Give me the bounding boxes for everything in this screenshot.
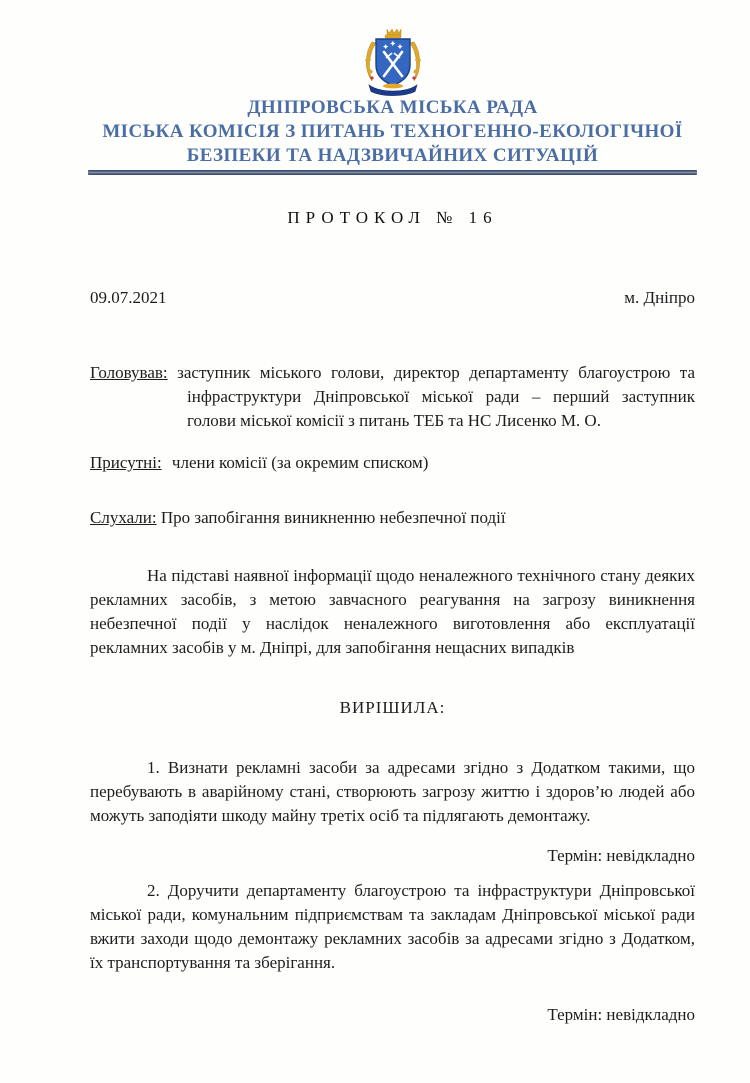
resolution-item-2: 2. Доручити департаменту благоустрою та інфраструктури Дніпровської міської ради, комунальним підприємствам та закладам Дніпровської міської ради вжити заходи щодо демонтажу рекламних засобів за адресами згідно з Додатком, їх транспортування та зберігання. [90, 881, 695, 972]
commission-name-line1: МІСЬКА КОМІСІЯ З ПИТАНЬ ТЕХНОГЕННО-ЕКОЛОГІЧНОЇ [102, 121, 683, 142]
preamble-paragraph: На підставі наявної інформації щодо неналежного технічного стану деяких рекламних засобів, з метою завчасного реагування на загрозу виникнення небезпечної події у наслідок неналежного виготовлення або експлуатації рекламних засобів у м. Дніпрі, для запобігання нещасних випадків [90, 566, 695, 657]
document-city: м. Дніпро [624, 288, 695, 307]
date-city-row [90, 286, 695, 310]
term-note-1: Термін: невідкладно [547, 846, 695, 865]
document-title: ПРОТОКОЛ № 16 [287, 208, 498, 227]
letterhead [90, 96, 695, 168]
resolution-heading: ВИРІШИЛА: [339, 698, 446, 717]
letterhead-divider-rule [88, 170, 697, 175]
emblem-container [90, 28, 695, 96]
term-note-2: Термін: невідкладно [547, 1005, 695, 1024]
present-text: члени комісії (за окремим списком) [171, 453, 429, 472]
chaired-text: заступник міського голови, директор департаменту благоустрою та інфраструктури Дніпровської міської ради – перший заступник голови міської комісії з питань ТЕБ та НС Лисенко М. О. [177, 363, 695, 430]
heard-paragraph [90, 506, 695, 530]
chaired-paragraph [90, 361, 695, 433]
resolution-item-1: 1. Визнати рекламні засоби за адресами згідно з Додатком такими, що перебувають в аварійному стані, створюють загрозу життю і здоров’ю людей або можуть заподіяти шкоду майну третіх осіб та підлягають демонтажу. [90, 758, 695, 825]
heard-text: Про запобігання виникненню небезпечної події [160, 508, 506, 527]
present-paragraph [90, 451, 695, 475]
heard-label: Слухали: [90, 508, 157, 527]
document-date: 09.07.2021 [90, 288, 167, 307]
present-label: Присутні: [90, 453, 162, 472]
chaired-label: Головував: [90, 363, 168, 382]
dnipro-coat-of-arms-icon [360, 28, 426, 96]
commission-name-line2: БЕЗПЕКИ ТА НАДЗВИЧАЙНИХ СИТУАЦІЙ [186, 145, 599, 166]
org-name: ДНІПРОВСЬКА МІСЬКА РАДА [247, 97, 538, 118]
